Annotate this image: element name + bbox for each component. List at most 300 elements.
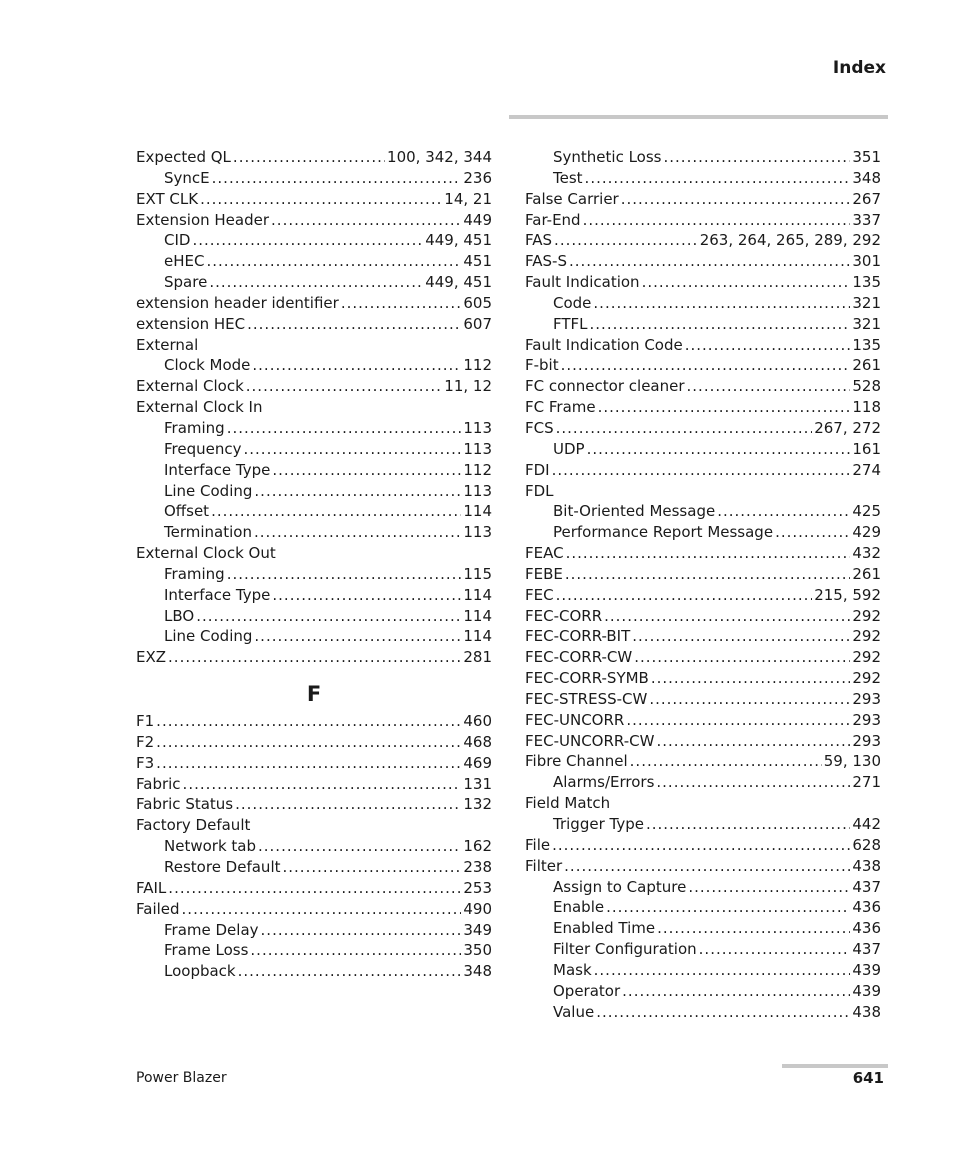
index-term: Expected QL: [136, 148, 231, 166]
dot-leader: [775, 522, 850, 543]
index-entry: [525, 835, 881, 856]
index-subentry: [136, 961, 492, 982]
index-entries-e: [136, 147, 492, 668]
index-page-refs: 271: [852, 773, 881, 792]
index-subentry: [136, 522, 492, 543]
index-term: FEC-UNCORR: [525, 710, 625, 729]
index-page-refs: 432: [852, 544, 881, 563]
index-subentry: [525, 772, 881, 793]
index-entry: [525, 585, 881, 606]
index-page-refs: 113: [463, 439, 492, 458]
index-term: Fault Indication: [525, 273, 640, 292]
index-term: FEC-CORR-CW: [525, 648, 633, 667]
index-entry: [525, 668, 881, 689]
index-subentry: [525, 293, 881, 314]
index-entry: [136, 293, 492, 314]
dot-leader: [565, 564, 850, 585]
index-subentry: [136, 585, 492, 606]
index-entry: [525, 543, 881, 564]
dot-leader: [688, 877, 850, 898]
index-entry: [525, 272, 881, 293]
index-page-refs: 114: [463, 585, 492, 604]
dot-leader: [227, 418, 462, 439]
index-column-right: [525, 147, 881, 1022]
index-term: UDP: [553, 439, 585, 458]
index-page-refs: 350: [463, 941, 492, 960]
dot-leader: [630, 751, 822, 772]
index-term: Bit-Oriented Message: [553, 502, 716, 521]
dot-leader: [569, 251, 850, 272]
dot-leader: [192, 230, 423, 251]
index-term: FEC-CORR-SYMB: [525, 669, 649, 688]
index-entry: [525, 481, 881, 502]
index-term: File: [525, 835, 551, 854]
index-term: Enable: [553, 898, 605, 917]
header-rule: [509, 115, 888, 119]
index-page-refs: 439: [852, 960, 881, 979]
index-page-refs: 267, 272: [814, 418, 881, 437]
index-entry: [136, 397, 492, 418]
index-term: FEC-STRESS-CW: [525, 689, 648, 708]
index-subentry: [525, 897, 881, 918]
index-subentry: [136, 940, 492, 961]
dot-leader: [272, 585, 461, 606]
index-page-refs: 439: [852, 981, 881, 1000]
index-entry: [525, 376, 881, 397]
dot-leader: [341, 293, 462, 314]
index-page-refs: 253: [463, 878, 492, 897]
index-subentry: [136, 418, 492, 439]
index-page-refs: 442: [852, 815, 881, 833]
index-subentry: [525, 168, 881, 189]
index-page-refs: 449, 451: [425, 273, 492, 292]
section-letter: F: [306, 682, 322, 707]
dot-leader: [183, 774, 462, 795]
index-entry: [525, 189, 881, 210]
dot-leader: [250, 940, 461, 961]
dot-leader: [656, 772, 850, 793]
index-entry: [525, 626, 881, 647]
dot-leader: [552, 835, 850, 856]
index-term: extension header identifier: [136, 293, 339, 312]
index-page-refs: 131: [463, 774, 492, 793]
index-entry: [525, 751, 881, 772]
dot-leader: [211, 501, 461, 522]
index-term: FAIL: [136, 878, 167, 897]
dot-leader: [622, 981, 850, 1002]
index-page-refs: 238: [463, 858, 492, 876]
dot-leader: [632, 626, 850, 647]
index-page-refs: 425: [852, 502, 881, 521]
index-page-refs: 429: [852, 523, 881, 542]
index-page-refs: 293: [852, 731, 881, 750]
index-page-refs: 460: [463, 712, 492, 731]
index-term: Restore Default: [164, 858, 281, 876]
dot-leader: [596, 1002, 850, 1023]
index-subentry: [136, 501, 492, 522]
index-term: Loopback: [164, 962, 236, 981]
index-subentry: [525, 147, 881, 168]
dot-leader: [564, 856, 850, 877]
index-term: Framing: [164, 418, 225, 437]
footer-rule: [782, 1064, 888, 1068]
index-subentry: [136, 564, 492, 585]
index-page-refs: 132: [463, 795, 492, 814]
index-entries-f: [136, 711, 492, 982]
index-page-refs: 292: [852, 648, 881, 667]
index-page-refs: 438: [852, 1002, 881, 1021]
dot-leader: [699, 939, 851, 960]
dot-leader: [272, 460, 461, 481]
index-term: Value: [553, 1002, 595, 1021]
index-term: Line Coding: [164, 627, 253, 646]
dot-leader: [593, 293, 850, 314]
index-page-refs: 135: [852, 335, 881, 354]
index-page-refs: 337: [852, 210, 881, 229]
index-page-refs: 292: [852, 606, 881, 625]
index-term: FDI: [525, 460, 550, 479]
index-page-refs: 114: [463, 627, 492, 646]
dot-leader: [634, 647, 850, 668]
dot-leader: [168, 878, 461, 899]
dot-leader: [621, 189, 851, 210]
index-term: F-bit: [525, 356, 559, 375]
index-subentry: [525, 439, 881, 460]
index-term: eHEC: [164, 252, 205, 271]
footer-page-number: 641: [852, 1069, 884, 1087]
dot-leader: [258, 836, 461, 857]
dot-leader: [604, 606, 850, 627]
index-page-refs: 321: [852, 314, 881, 333]
dot-leader: [687, 376, 851, 397]
index-entry: [136, 647, 492, 668]
dot-leader: [552, 460, 851, 481]
index-page-refs: 293: [852, 689, 881, 708]
index-page-refs: 349: [463, 920, 492, 939]
index-term: Termination: [164, 523, 252, 542]
index-entry: [136, 753, 492, 774]
dot-leader: [238, 961, 462, 982]
index-page-refs: 449, 451: [425, 231, 492, 250]
index-term: FEBE: [525, 564, 563, 583]
index-page-refs: 162: [463, 837, 492, 856]
index-entry: [525, 460, 881, 481]
index-term: Frame Delay: [164, 920, 259, 939]
index-page-refs: 628: [852, 835, 881, 854]
index-entry: [136, 314, 492, 335]
dot-leader: [594, 960, 851, 981]
index-entry: [525, 230, 881, 251]
index-entry: [525, 793, 881, 814]
index-subentry: [136, 168, 492, 189]
index-entry: [136, 899, 492, 920]
index-page-refs: 469: [463, 753, 492, 772]
index-page-refs: 292: [852, 627, 881, 646]
index-term: Clock Mode: [164, 356, 251, 375]
index-term: External Clock: [136, 377, 244, 396]
index-entry: [136, 189, 492, 210]
index-page-refs: 348: [463, 962, 492, 981]
index-term: SyncE: [164, 168, 210, 187]
index-page-refs: 436: [852, 919, 881, 938]
index-term: Extension Header: [136, 210, 270, 229]
index-term: Test: [553, 168, 583, 187]
index-term: CID: [164, 231, 191, 250]
index-term: Fabric: [136, 774, 181, 793]
index-term: FEC-UNCORR-CW: [525, 731, 655, 750]
index-page-refs: 236: [463, 168, 492, 187]
dot-leader: [156, 753, 461, 774]
index-subentry: [525, 814, 881, 835]
index-entries-f-continued: [525, 147, 881, 1022]
index-subentry: [136, 230, 492, 251]
dot-leader: [585, 168, 851, 189]
index-entry: [525, 710, 881, 731]
index-entry: [525, 606, 881, 627]
dot-leader: [227, 564, 462, 585]
index-entry: [525, 564, 881, 585]
dot-leader: [606, 897, 850, 918]
dot-leader: [233, 147, 385, 168]
index-page-refs: 607: [463, 314, 492, 333]
dot-leader: [168, 647, 461, 668]
index-entry: [136, 774, 492, 795]
index-entry: [525, 856, 881, 877]
index-term: Operator: [553, 981, 621, 1000]
index-term: Far-End: [525, 210, 581, 229]
index-entry: [525, 355, 881, 376]
dot-leader: [235, 794, 461, 815]
index-subentry: [136, 460, 492, 481]
index-entry: [136, 210, 492, 231]
dot-leader: [646, 814, 850, 835]
index-page-refs: 437: [852, 940, 881, 959]
index-term: External Clock In: [136, 398, 263, 417]
dot-leader: [649, 689, 850, 710]
dot-leader: [590, 314, 851, 335]
dot-leader: [651, 668, 851, 689]
index-entry: [136, 335, 492, 356]
index-subentry: [525, 501, 881, 522]
index-entry: [136, 794, 492, 815]
index-term: Filter: [525, 856, 563, 875]
index-page-refs: 261: [852, 564, 881, 583]
index-subentry: [525, 918, 881, 939]
index-entry: [525, 210, 881, 231]
dot-leader: [583, 210, 851, 231]
index-term: Network tab: [164, 837, 256, 856]
index-term: FEC-CORR-BIT: [525, 627, 631, 646]
index-page-refs: 292: [852, 669, 881, 688]
index-page-refs: 267: [852, 189, 881, 208]
index-page-refs: 301: [852, 252, 881, 271]
index-term: Mask: [553, 960, 592, 979]
index-term: EXT CLK: [136, 189, 199, 208]
index-page-refs: 348: [852, 168, 881, 187]
index-term: Alarms/Errors: [553, 773, 655, 792]
index-page-refs: 113: [463, 481, 492, 500]
index-entry: [136, 732, 492, 753]
index-term: Field Match: [525, 794, 611, 813]
index-page-refs: 100, 342, 344: [387, 148, 492, 166]
index-term: Synthetic Loss: [553, 148, 662, 166]
dot-leader: [247, 314, 461, 335]
index-term: Interface Type: [164, 585, 271, 604]
index-page-refs: 468: [463, 732, 492, 751]
index-page-refs: 112: [463, 460, 492, 479]
index-term: Framing: [164, 564, 225, 583]
index-subentry: [136, 920, 492, 941]
index-term: Assign to Capture: [553, 877, 687, 896]
index-term: F2: [136, 732, 155, 751]
index-page-refs: 261: [852, 356, 881, 375]
index-term: Factory Default: [136, 816, 251, 835]
index-subentry: [525, 981, 881, 1002]
index-term: FEAC: [525, 544, 564, 563]
index-subentry: [136, 272, 492, 293]
page-header-title: Index: [832, 58, 886, 78]
index-term: False Carrier: [525, 189, 619, 208]
dot-leader: [587, 439, 851, 460]
dot-leader: [717, 501, 850, 522]
index-subentry: [136, 836, 492, 857]
index-subentry: [525, 877, 881, 898]
index-page-refs: 215, 592: [814, 585, 881, 604]
index-subentry: [136, 355, 492, 376]
index-page-refs: 605: [463, 293, 492, 312]
index-subentry: [136, 439, 492, 460]
index-term: FDL: [525, 481, 554, 500]
dot-leader: [206, 251, 461, 272]
index-page-refs: 14, 21: [444, 189, 492, 208]
dot-leader: [212, 168, 462, 189]
index-entry: [136, 147, 492, 168]
index-subentry: [525, 522, 881, 543]
index-term: FEC: [525, 585, 554, 604]
index-term: Fibre Channel: [525, 752, 628, 771]
index-entry: [525, 251, 881, 272]
dot-leader: [182, 899, 462, 920]
dot-leader: [156, 711, 461, 732]
index-term: F1: [136, 712, 155, 731]
index-term: Frame Loss: [164, 941, 249, 960]
index-term: EXZ: [136, 648, 167, 667]
footer-product-name: Power Blazer: [136, 1070, 227, 1086]
index-term: Failed: [136, 899, 180, 918]
index-term: Enabled Time: [553, 919, 656, 938]
index-term: Frequency: [164, 439, 242, 458]
index-term: FAS-S: [525, 252, 567, 271]
index-term: LBO: [164, 606, 195, 625]
dot-leader: [254, 522, 461, 543]
index-term: Line Coding: [164, 481, 253, 500]
dot-leader: [246, 376, 443, 397]
index-term: Fault Indication Code: [525, 335, 683, 354]
index-entry: [525, 731, 881, 752]
index-page-refs: 438: [852, 856, 881, 875]
index-term: Trigger Type: [553, 815, 644, 833]
dot-leader: [156, 732, 461, 753]
dot-leader: [244, 439, 462, 460]
index-term: Interface Type: [164, 460, 271, 479]
index-page-refs: 436: [852, 898, 881, 917]
dot-leader: [254, 481, 461, 502]
dot-leader: [196, 606, 461, 627]
index-term: FEC-CORR: [525, 606, 603, 625]
index-page-refs: 118: [852, 398, 881, 417]
index-page-refs: 274: [852, 460, 881, 479]
index-subentry: [525, 939, 881, 960]
dot-leader: [283, 857, 462, 878]
dot-leader: [626, 710, 850, 731]
dot-leader: [566, 543, 851, 564]
index-page-refs: 437: [852, 877, 881, 896]
index-page-refs: 113: [463, 418, 492, 437]
index-subentry: [525, 960, 881, 981]
index-page-refs: 115: [463, 564, 492, 583]
index-page-refs: 11, 12: [444, 377, 492, 396]
index-term: Fabric Status: [136, 795, 234, 814]
index-entry: [525, 397, 881, 418]
index-column-left: [136, 147, 492, 982]
index-page-refs: 293: [852, 710, 881, 729]
dot-leader: [252, 355, 461, 376]
index-page-refs: 449: [463, 210, 492, 229]
dot-leader: [656, 731, 850, 752]
dot-leader: [261, 920, 462, 941]
dot-leader: [254, 626, 461, 647]
index-term: FCS: [525, 418, 554, 437]
index-entry: [525, 335, 881, 356]
index-entry: [136, 711, 492, 732]
dot-leader: [271, 210, 461, 231]
index-term: F3: [136, 753, 155, 772]
index-term: Offset: [164, 502, 210, 521]
index-term: FC connector cleaner: [525, 377, 685, 396]
index-term: FAS: [525, 231, 553, 250]
index-term: External: [136, 335, 199, 354]
index-term: FTFL: [553, 314, 588, 333]
dot-leader: [556, 418, 813, 439]
index-page-refs: 490: [463, 899, 492, 918]
dot-leader: [657, 918, 850, 939]
index-entry: [525, 418, 881, 439]
index-subentry: [136, 857, 492, 878]
index-entry: [136, 376, 492, 397]
index-term: FC Frame: [525, 398, 596, 417]
index-entry: [136, 878, 492, 899]
index-page-refs: 114: [463, 502, 492, 521]
index-term: External Clock Out: [136, 544, 276, 563]
dot-leader: [200, 189, 442, 210]
index-entry: [136, 543, 492, 564]
index-page-refs: 281: [463, 648, 492, 667]
dot-leader: [554, 230, 698, 251]
index-page-refs: 161: [852, 439, 881, 458]
index-entry: [525, 689, 881, 710]
index-page-refs: 528: [852, 377, 881, 396]
index-entry: [525, 647, 881, 668]
index-term: Code: [553, 293, 592, 312]
dot-leader: [598, 397, 851, 418]
index-subentry: [136, 251, 492, 272]
dot-leader: [209, 272, 423, 293]
index-term: Spare: [164, 273, 208, 292]
index-page-refs: 321: [852, 293, 881, 312]
index-subentry: [136, 606, 492, 627]
dot-leader: [556, 585, 813, 606]
index-page-refs: 135: [852, 273, 881, 292]
